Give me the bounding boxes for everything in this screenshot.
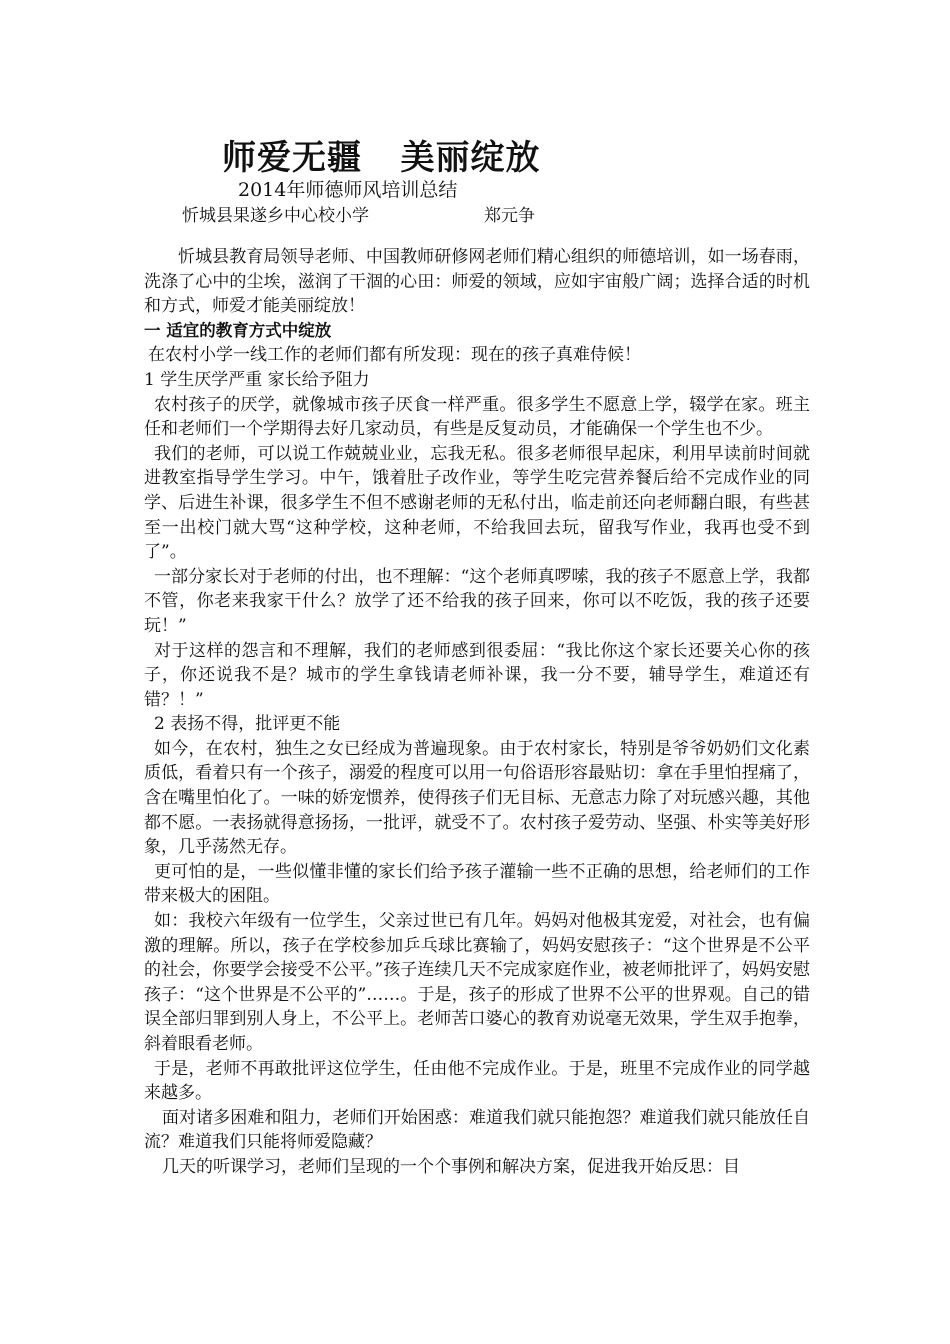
paragraph: 农村孩子的厌学，就像城市孩子厌食一样严重。很多学生不愿意上学，辍学在家。班主任和老师们一个学期得去好几家动员，有些是反复动员，才能确保一个学生也不少。 (144, 394, 810, 440)
paragraph: 面对诸多困难和阻力，老师们开始困惑：难道我们就只能抱怨？难道我们就只能放任自流？难道我们只能将师爱隐藏？ (144, 1107, 810, 1153)
subsection-heading: 2 表扬不得，批评更不能 (154, 714, 341, 735)
document-subtitle: 2014年师德师风培训总结 (238, 179, 458, 201)
paragraph: 一部分家长对于老师的付出，也不理解：“这个老师真啰嗦，我的孩子不愿意上学，我都不管，你老来我家干什么？放学了还不给我的孩子回来，你可以不吃饭，我的孩子还要玩！” (144, 566, 810, 636)
document-body (144, 245, 810, 1180)
paragraph: 我们的老师，可以说工作兢兢业业，忘我无私。很多老师很早起床，利用早读前时间就进教室指导学生学习。中午，饿着肚子改作业，等学生吃完营养餐后给不完成作业的同学、后进生补课，很多学生不但不感谢老师的无私付出，临走前还向老师翻白眼，有些甚至一出校门就大骂“这种学校，这种老师，不给我回去玩，留我写作业，我再也受不到了”。 (144, 443, 810, 563)
author-line (182, 201, 535, 226)
paragraph: 如今，在农村，独生之女已经成为普遍现象。由于农村家长，特别是爷爷奶奶们文化素质低，看着只有一个孩子，溺爱的程度可以用一句俗语形容最贴切：拿在手里怕捏痛了，含在嘴里怕化了。一味的娇宠惯养，使得孩子们无目标、无意志力除了对玩感兴趣，其他都不愿。一表扬就得意扬扬，一批评，就受不了。农村孩子爱劳动、坚强、朴实等美好形象，几乎荡然无存。 (144, 738, 810, 858)
school-name: 忻城县果遂乡中心校小学 (182, 206, 369, 226)
section-heading: 一 适宜的教育方式中绽放 (144, 320, 332, 340)
paragraph: 更可怕的是，一些似懂非懂的家长们给予孩子灌输一些不正确的思想，给老师们的工作带来极大的困阻。 (144, 861, 810, 907)
paragraph: 于是，老师不再敢批评这位学生，任由他不完成作业。于是，班里不完成作业的同学越来越多。 (144, 1058, 810, 1104)
paragraph: 对于这样的怨言和不理解，我们的老师感到很委屈：“我比你这个家长还要关心你的孩子，你还说我不是？城市的学生拿钱请老师补课，我一分不要，辅导学生，难道还有错？！” (144, 640, 810, 710)
paragraph: 忻城县教育局领导老师、中国教师研修网老师们精心组织的师德培训，如一场春雨，洗涤了心中的尘埃，滋润了干涸的心田：师爱的领域，应如宇宙般广阔；选择合适的时机和方式，师爱才能美丽绽放！ (144, 247, 810, 317)
document-title: 师爱无疆 美丽绽放 (222, 138, 541, 178)
author-name: 郑元争 (484, 206, 535, 226)
paragraph: 几天的听课学习，老师们呈现的一个个事例和解决方案，促进我开始反思：目 (162, 1156, 740, 1177)
paragraph: 在农村小学一线工作的老师们都有所发现：现在的孩子真难侍候！ (148, 345, 641, 366)
subsection-heading: 1 学生厌学严重 家长给予阻力 (144, 369, 370, 390)
paragraph: 如：我校六年级有一位学生，父亲过世已有几年。妈妈对他极其宠爱，对社会，也有偏激的理解。所以，孩子在学校参加乒乓球比赛输了，妈妈安慰孩子：“这个世界是不公平的社会，你要学会接受不公平。”孩子连续几天不完成家庭作业，被老师批评了，妈妈安慰孩子：“这个世界是不公平的”……。于是，孩子的形成了世界不公平的世界观。自己的错误全部归罪到别人身上，不公平上。老师苦口婆心的教育劝说毫无效果，学生双手抱拳，斜着眼看老师。 (144, 911, 810, 1054)
